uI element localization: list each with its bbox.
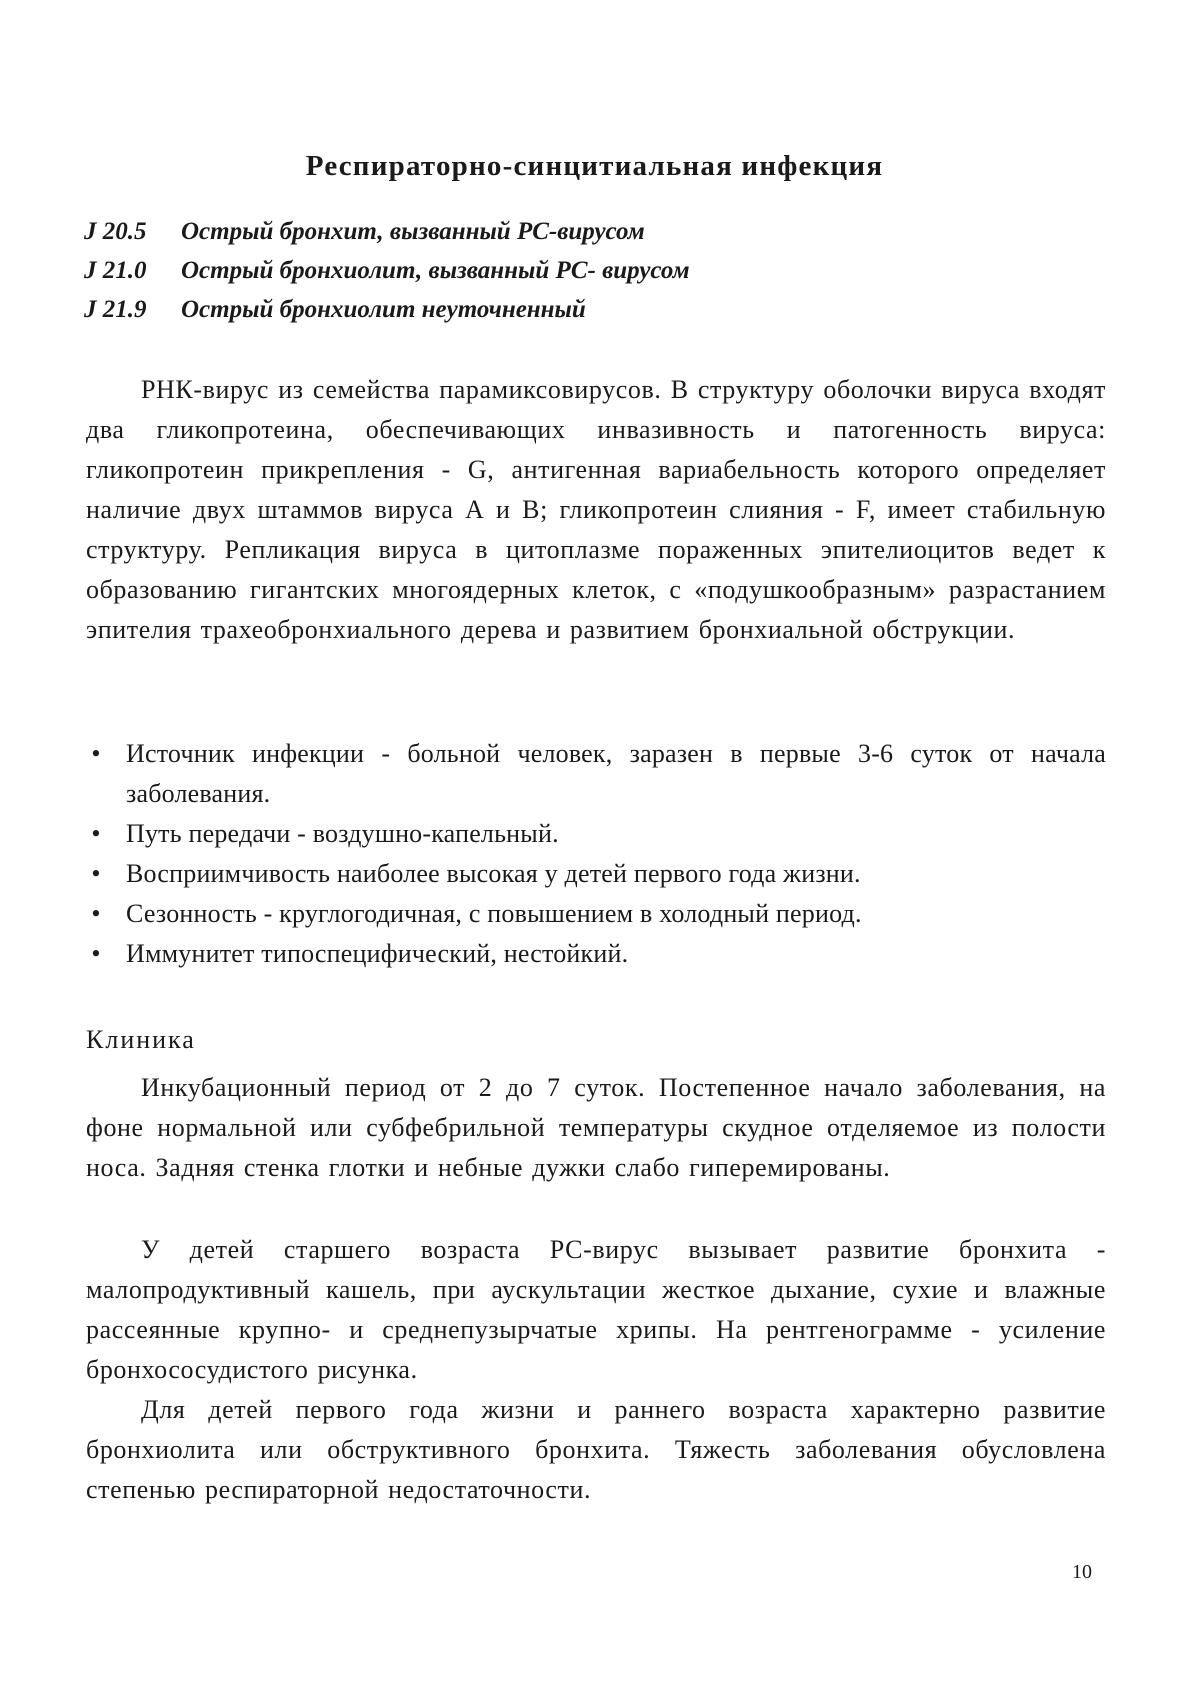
bullet-marker: • <box>91 739 101 768</box>
bullet-text: Источник инфекции - больной человек, заразен в первые 3-6 суток от начала заболевания. <box>126 739 1106 808</box>
page-title: Респираторно-синцитиальная инфекция <box>305 150 884 182</box>
bullet-item <box>86 734 1106 814</box>
clinic-paragraph: Для детей первого года жизни и раннего возраста характерно развитие бронхиолита или обструктивного бронхита. Тяжесть заболевания обусловлена степенью респираторной недостаточности. <box>86 1395 1106 1504</box>
diagnosis-description: Острый бронхит, вызванный РС-вирусом <box>181 218 645 245</box>
epidemiology-bullet-list <box>86 734 1106 974</box>
bullet-item <box>86 934 1106 974</box>
bullet-marker: • <box>91 899 101 928</box>
bullet-item <box>86 814 1106 854</box>
bullet-marker: • <box>91 859 101 888</box>
diagnosis-code-item <box>84 212 690 251</box>
diagnosis-description: Острый бронхиолит, вызванный РС- вирусом <box>181 257 690 284</box>
bullet-text: Иммунитет типоспецифический, нестойкий. <box>126 939 629 968</box>
diagnosis-codes-list <box>84 212 690 329</box>
clinic-paragraph: Инкубационный период от 2 до 7 суток. Постепенное начало заболевания, на фоне нормальной или субфебрильной температуры скудное отделяемое из полости носа. Задняя стенка глотки и небные дужки слабо гиперемированы. <box>86 1073 1106 1182</box>
diagnosis-code: J 21.9 <box>84 296 147 323</box>
diagnosis-code: J 20.5 <box>84 218 147 245</box>
clinic-paragraph: У детей старшего возраста РС-вирус вызывает развитие бронхита - малопродуктивный кашель, при аускультации жесткое дыхание, сухие и влажные рассеянные крупно- и среднепузырчатые хрипы. На рентгенограмме - усиление бронхососудистого рисунка. <box>86 1235 1106 1384</box>
bullet-item <box>86 894 1106 934</box>
bullet-text: Восприимчивость наиболее высокая у детей первого года жизни. <box>126 859 861 888</box>
bullet-marker: • <box>91 939 101 968</box>
bullet-item <box>86 854 1106 894</box>
page-number: 10 <box>1072 1561 1092 1583</box>
bullet-text: Путь передачи - воздушно-капельный. <box>126 819 559 848</box>
diagnosis-code-item <box>84 290 690 329</box>
intro-paragraph: РНК-вирус из семейства парамиксовирусов. В структуру оболочки вируса входят два гликопротеина, обеспечивающих инвазивность и патогенность вируса: гликопротеин прикрепления - G, антигенная вариабельность которого определяет наличие двух штаммов вируса А и В; гликопротеин слияния - F, имеет стабильную структуру. Репликация вируса в цитоплазме пораженных эпителиоцитов ведет к образованию гигантских многоядерных клеток, с «подушкообразным» разрастанием эпителия трахеобронхиального дерева и развитием бронхиальной обструкции. <box>86 375 1106 644</box>
bullet-marker: • <box>91 819 101 848</box>
diagnosis-code-item <box>84 251 690 290</box>
clinic-section-heading: Клиника <box>86 1025 196 1054</box>
diagnosis-code: J 21.0 <box>84 257 147 284</box>
bullet-text: Сезонность - круглогодичная, с повышением в холодный период. <box>126 899 862 928</box>
diagnosis-description: Острый бронхиолит неуточненный <box>181 296 586 323</box>
